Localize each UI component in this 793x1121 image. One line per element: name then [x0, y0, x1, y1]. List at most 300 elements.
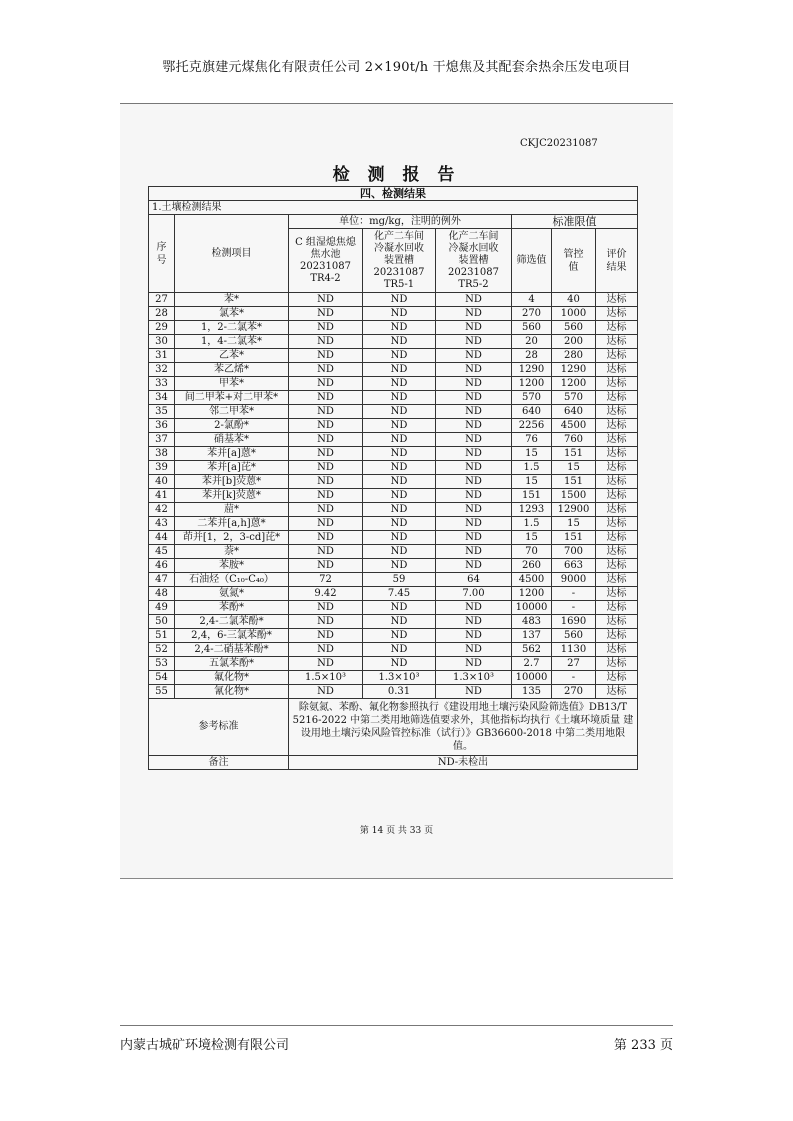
row-control: 570 — [552, 391, 596, 405]
row-sample-1: ND — [289, 475, 363, 489]
row-sample-2: 7.45 — [363, 587, 436, 601]
row-sample-3: ND — [436, 447, 512, 461]
row-control: 12900 — [552, 503, 596, 517]
table-row — [149, 377, 638, 391]
table-row — [149, 601, 638, 615]
row-control: 1290 — [552, 363, 596, 377]
row-eval: 达标 — [596, 461, 638, 475]
row-sample-1: ND — [289, 447, 363, 461]
row-eval: 达标 — [596, 615, 638, 629]
row-sample-3: ND — [436, 545, 512, 559]
row-sample-3: ND — [436, 321, 512, 335]
row-sample-1: ND — [289, 391, 363, 405]
row-sample-3: ND — [436, 335, 512, 349]
row-no: 41 — [149, 489, 175, 503]
sample-header-line: 焦水池 — [310, 248, 341, 260]
row-sample-1: ND — [289, 335, 363, 349]
row-sample-2: 59 — [363, 573, 436, 587]
sample-header-line: TR5-1 — [383, 278, 415, 290]
sample-header-line: 20231087 — [300, 260, 351, 272]
row-control: 760 — [552, 433, 596, 447]
row-sample-3: ND — [436, 517, 512, 531]
table-row — [149, 657, 638, 671]
row-screen: 560 — [512, 321, 552, 335]
row-control: 200 — [552, 335, 596, 349]
row-control: 4500 — [552, 419, 596, 433]
scan-bottom-edge — [120, 878, 673, 879]
row-screen: 260 — [512, 559, 552, 573]
table-row — [149, 433, 638, 447]
row-item: 2,4，6-三氯苯酚* — [175, 629, 289, 643]
row-item: 2,4-二硝基苯酚* — [175, 643, 289, 657]
row-no: 31 — [149, 349, 175, 363]
row-control: 280 — [552, 349, 596, 363]
row-item: 苯酚* — [175, 601, 289, 615]
table-row — [149, 321, 638, 335]
row-item: 石油烃（C₁₀-C₄₀） — [175, 573, 289, 587]
sample-header-3 — [436, 229, 512, 293]
row-sample-2: ND — [363, 489, 436, 503]
row-item: 茚并[1，2，3-cd]芘* — [175, 531, 289, 545]
row-control: 640 — [552, 405, 596, 419]
row-screen: 15 — [512, 475, 552, 489]
row-item: 二苯并[a,h]蒽* — [175, 517, 289, 531]
row-eval: 达标 — [596, 377, 638, 391]
row-screen: 70 — [512, 545, 552, 559]
row-item: 氨氮* — [175, 587, 289, 601]
row-sample-3: ND — [436, 349, 512, 363]
row-sample-2: ND — [363, 335, 436, 349]
remark-text: ND-未检出 — [289, 756, 638, 770]
row-item: 苯并[a]蒽* — [175, 447, 289, 461]
row-sample-3: ND — [436, 391, 512, 405]
row-sample-2: ND — [363, 475, 436, 489]
row-control: 270 — [552, 685, 596, 699]
row-no: 51 — [149, 629, 175, 643]
row-screen: 1.5 — [512, 461, 552, 475]
sample-header-line: 冷凝水回收 — [448, 242, 499, 254]
table-row — [149, 489, 638, 503]
row-eval: 达标 — [596, 601, 638, 615]
row-no: 52 — [149, 643, 175, 657]
row-item: 乙苯* — [175, 349, 289, 363]
row-control: 15 — [552, 461, 596, 475]
row-sample-2: ND — [363, 447, 436, 461]
row-sample-2: ND — [363, 601, 436, 615]
row-control: 40 — [552, 293, 596, 307]
row-screen: 76 — [512, 433, 552, 447]
row-sample-3: 1.3×10³ — [436, 671, 512, 685]
row-sample-2: ND — [363, 307, 436, 321]
row-control: 9000 — [552, 573, 596, 587]
row-sample-2: ND — [363, 643, 436, 657]
row-sample-2: ND — [363, 349, 436, 363]
row-eval: 达标 — [596, 433, 638, 447]
row-sample-3: ND — [436, 531, 512, 545]
col-header-item: 检测项目 — [175, 215, 289, 293]
row-no: 50 — [149, 615, 175, 629]
row-control: - — [552, 587, 596, 601]
row-eval: 达标 — [596, 517, 638, 531]
row-sample-3: 64 — [436, 573, 512, 587]
row-sample-1: ND — [289, 545, 363, 559]
row-control: 1130 — [552, 643, 596, 657]
table-row — [149, 531, 638, 545]
row-sample-3: ND — [436, 475, 512, 489]
row-screen: 570 — [512, 391, 552, 405]
row-sample-3: ND — [436, 489, 512, 503]
row-eval: 达标 — [596, 643, 638, 657]
row-eval: 达标 — [596, 685, 638, 699]
page-header: 鄂托克旗建元煤焦化有限责任公司 2×190t/h 干熄焦及其配套余热余压发电项目 — [162, 60, 631, 75]
row-no: 44 — [149, 531, 175, 545]
row-sample-2: ND — [363, 615, 436, 629]
row-no: 46 — [149, 559, 175, 573]
sample-header-line: 化产二车间 — [374, 230, 424, 242]
row-control: 151 — [552, 531, 596, 545]
table-row — [149, 671, 638, 685]
row-control: - — [552, 671, 596, 685]
row-sample-2: ND — [363, 419, 436, 433]
row-item: 1，2-二氯苯* — [175, 321, 289, 335]
reference-label: 参考标准 — [149, 699, 289, 756]
row-item: 2-氯酚* — [175, 419, 289, 433]
row-eval: 达标 — [596, 629, 638, 643]
row-sample-3: ND — [436, 363, 512, 377]
row-sample-3: ND — [436, 461, 512, 475]
row-item: 氯苯* — [175, 307, 289, 321]
row-sample-2: ND — [363, 461, 436, 475]
table-row — [149, 349, 638, 363]
row-no: 54 — [149, 671, 175, 685]
row-item: 2,4-二氯苯酚* — [175, 615, 289, 629]
row-sample-3: ND — [436, 293, 512, 307]
row-no: 37 — [149, 433, 175, 447]
row-sample-3: ND — [436, 377, 512, 391]
sample-header-2 — [363, 229, 436, 293]
row-item: 苯乙烯* — [175, 363, 289, 377]
row-screen: 10000 — [512, 671, 552, 685]
sample-header-line: 化产二车间 — [448, 230, 499, 242]
row-item: 邻二甲苯* — [175, 405, 289, 419]
row-eval: 达标 — [596, 391, 638, 405]
row-sample-3: ND — [436, 643, 512, 657]
row-eval: 达标 — [596, 349, 638, 363]
row-sample-1: ND — [289, 559, 363, 573]
sample-header-line: 20231087 — [448, 266, 499, 278]
row-screen: 15 — [512, 531, 552, 545]
table-row — [149, 615, 638, 629]
row-sample-3: ND — [436, 657, 512, 671]
report-title: 检 测 报 告 — [332, 165, 461, 185]
row-screen: 270 — [512, 307, 552, 321]
row-sample-2: ND — [363, 405, 436, 419]
table-row — [149, 391, 638, 405]
row-no: 53 — [149, 657, 175, 671]
row-no: 33 — [149, 377, 175, 391]
col-header-eval: 评价 结果 — [596, 229, 638, 293]
row-no: 32 — [149, 363, 175, 377]
row-no: 30 — [149, 335, 175, 349]
row-sample-1: ND — [289, 489, 363, 503]
row-screen: 1200 — [512, 587, 552, 601]
row-eval: 达标 — [596, 657, 638, 671]
row-eval: 达标 — [596, 405, 638, 419]
row-no: 38 — [149, 447, 175, 461]
row-control: 27 — [552, 657, 596, 671]
row-control: 1690 — [552, 615, 596, 629]
subsection-title: 1.土壤检测结果 — [149, 201, 638, 215]
row-screen: 2256 — [512, 419, 552, 433]
table-row — [149, 573, 638, 587]
row-eval: 达标 — [596, 335, 638, 349]
row-screen: 28 — [512, 349, 552, 363]
row-sample-1: ND — [289, 601, 363, 615]
row-screen: 20 — [512, 335, 552, 349]
unit-note: 单位：mg/kg，注明的例外 — [289, 215, 512, 229]
row-no: 34 — [149, 391, 175, 405]
row-sample-3: 7.00 — [436, 587, 512, 601]
sample-header-line: C 组湿熄焦熄 — [295, 236, 356, 248]
row-eval: 达标 — [596, 307, 638, 321]
row-item: 苯并[a]芘* — [175, 461, 289, 475]
row-sample-1: ND — [289, 685, 363, 699]
row-screen: 15 — [512, 447, 552, 461]
row-control: 663 — [552, 559, 596, 573]
row-no: 49 — [149, 601, 175, 615]
row-no: 36 — [149, 419, 175, 433]
sample-header-line: 冷凝水回收 — [374, 242, 424, 254]
table-row — [149, 363, 638, 377]
table-row — [149, 293, 638, 307]
table-row — [149, 335, 638, 349]
row-control: - — [552, 601, 596, 615]
col-header-no: 序 号 — [149, 215, 175, 293]
row-no: 45 — [149, 545, 175, 559]
row-control: 15 — [552, 517, 596, 531]
row-sample-1: ND — [289, 461, 363, 475]
row-sample-2: ND — [363, 321, 436, 335]
table-row — [149, 559, 638, 573]
row-sample-2: ND — [363, 377, 436, 391]
row-sample-2: ND — [363, 517, 436, 531]
row-control: 560 — [552, 629, 596, 643]
row-sample-2: 0.31 — [363, 685, 436, 699]
row-eval: 达标 — [596, 587, 638, 601]
row-sample-1: ND — [289, 363, 363, 377]
row-item: 苯并[k]荧蒽* — [175, 489, 289, 503]
row-item: 硝基苯* — [175, 433, 289, 447]
row-control: 560 — [552, 321, 596, 335]
reference-text: 除氨氮、苯酚、氟化物参照执行《建设用地土壤污染风险筛选值》DB13/T 5216-2022 中第二类用地筛选值要求外，其他指标均执行《土壤环境质量 建设用地土壤污染风险管控标准（试行）》GB36600-2018 中第二类用地限值。 — [289, 699, 638, 756]
sample-header-line: TR5-2 — [458, 278, 489, 290]
footer-page: 第 233 页 — [613, 1038, 673, 1053]
sample-header-line: 装置槽 — [384, 254, 414, 266]
row-sample-1: 1.5×10³ — [289, 671, 363, 685]
row-sample-1: ND — [289, 293, 363, 307]
row-sample-1: ND — [289, 643, 363, 657]
row-sample-3: ND — [436, 307, 512, 321]
row-sample-1: ND — [289, 615, 363, 629]
row-screen: 640 — [512, 405, 552, 419]
row-sample-2: ND — [363, 545, 436, 559]
row-item: 䓛* — [175, 503, 289, 517]
row-item: 甲苯* — [175, 377, 289, 391]
page-number: 第 14 页 共 33 页 — [359, 826, 434, 836]
row-item: 苯* — [175, 293, 289, 307]
table-row — [149, 447, 638, 461]
row-eval: 达标 — [596, 293, 638, 307]
row-sample-2: ND — [363, 503, 436, 517]
row-item: 苯并[b]荧蒽* — [175, 475, 289, 489]
row-sample-2: ND — [363, 363, 436, 377]
row-sample-1: ND — [289, 377, 363, 391]
row-control: 151 — [552, 475, 596, 489]
row-no: 47 — [149, 573, 175, 587]
row-control: 1000 — [552, 307, 596, 321]
row-item: 五氯苯酚* — [175, 657, 289, 671]
table-row — [149, 587, 638, 601]
col-header-screen: 筛选值 — [512, 229, 552, 293]
row-sample-1: ND — [289, 629, 363, 643]
row-sample-1: ND — [289, 503, 363, 517]
row-eval: 达标 — [596, 531, 638, 545]
row-item: 氰化物* — [175, 685, 289, 699]
row-sample-1: 9.42 — [289, 587, 363, 601]
row-control: 1500 — [552, 489, 596, 503]
row-sample-3: ND — [436, 629, 512, 643]
row-item: 间二甲苯+对二甲苯* — [175, 391, 289, 405]
standard-header: 标准限值 — [512, 215, 638, 229]
footer-rule — [120, 1025, 673, 1026]
row-eval: 达标 — [596, 363, 638, 377]
soil-results-table — [148, 186, 638, 770]
row-item: 苯胺* — [175, 559, 289, 573]
table-row — [149, 629, 638, 643]
table-row — [149, 685, 638, 699]
row-sample-2: 1.3×10³ — [363, 671, 436, 685]
row-sample-2: ND — [363, 657, 436, 671]
row-no: 29 — [149, 321, 175, 335]
row-sample-2: ND — [363, 293, 436, 307]
row-eval: 达标 — [596, 671, 638, 685]
row-sample-3: ND — [436, 433, 512, 447]
table-row — [149, 405, 638, 419]
row-sample-1: ND — [289, 419, 363, 433]
row-sample-1: ND — [289, 517, 363, 531]
row-sample-1: ND — [289, 657, 363, 671]
table-row — [149, 419, 638, 433]
row-sample-1: ND — [289, 321, 363, 335]
remark-label: 备注 — [149, 756, 289, 770]
row-no: 39 — [149, 461, 175, 475]
report-id: CKJC20231087 — [520, 138, 598, 149]
row-eval: 达标 — [596, 321, 638, 335]
row-control: 151 — [552, 447, 596, 461]
row-eval: 达标 — [596, 475, 638, 489]
row-screen: 1.5 — [512, 517, 552, 531]
table-row — [149, 517, 638, 531]
row-sample-3: ND — [436, 419, 512, 433]
row-control: 1200 — [552, 377, 596, 391]
sample-header-1 — [289, 229, 363, 293]
row-sample-1: ND — [289, 349, 363, 363]
row-item: 氟化物* — [175, 671, 289, 685]
row-no: 43 — [149, 517, 175, 531]
row-eval: 达标 — [596, 573, 638, 587]
row-sample-2: ND — [363, 629, 436, 643]
table-row — [149, 475, 638, 489]
row-sample-1: ND — [289, 531, 363, 545]
row-screen: 562 — [512, 643, 552, 657]
row-eval: 达标 — [596, 545, 638, 559]
row-screen: 1290 — [512, 363, 552, 377]
table-row — [149, 545, 638, 559]
row-no: 40 — [149, 475, 175, 489]
row-screen: 2.7 — [512, 657, 552, 671]
row-item: 1，4-二氯苯* — [175, 335, 289, 349]
row-sample-2: ND — [363, 391, 436, 405]
row-no: 55 — [149, 685, 175, 699]
row-screen: 4500 — [512, 573, 552, 587]
row-no: 28 — [149, 307, 175, 321]
sample-header-line: 20231087 — [373, 266, 425, 278]
row-eval: 达标 — [596, 559, 638, 573]
row-item: 萘* — [175, 545, 289, 559]
row-screen: 1293 — [512, 503, 552, 517]
row-screen: 1200 — [512, 377, 552, 391]
footer-company: 内蒙古城矿环境检测有限公司 — [120, 1038, 290, 1053]
sample-header-line: 装置槽 — [458, 254, 489, 266]
table-row — [149, 307, 638, 321]
row-sample-2: ND — [363, 559, 436, 573]
row-sample-1: ND — [289, 307, 363, 321]
row-sample-3: ND — [436, 405, 512, 419]
section-title: 四、检测结果 — [149, 187, 638, 201]
row-sample-3: ND — [436, 685, 512, 699]
table-row — [149, 503, 638, 517]
row-screen: 151 — [512, 489, 552, 503]
col-header-control: 管控 值 — [552, 229, 596, 293]
row-eval: 达标 — [596, 489, 638, 503]
row-sample-2: ND — [363, 433, 436, 447]
row-screen: 10000 — [512, 601, 552, 615]
row-control: 700 — [552, 545, 596, 559]
row-no: 48 — [149, 587, 175, 601]
row-sample-2: ND — [363, 531, 436, 545]
row-no: 42 — [149, 503, 175, 517]
row-screen: 135 — [512, 685, 552, 699]
row-eval: 达标 — [596, 503, 638, 517]
table-row — [149, 643, 638, 657]
row-sample-3: ND — [436, 559, 512, 573]
row-screen: 4 — [512, 293, 552, 307]
row-no: 27 — [149, 293, 175, 307]
row-sample-3: ND — [436, 601, 512, 615]
table-row — [149, 461, 638, 475]
row-sample-1: ND — [289, 405, 363, 419]
row-eval: 达标 — [596, 419, 638, 433]
row-sample-1: 72 — [289, 573, 363, 587]
row-screen: 483 — [512, 615, 552, 629]
row-eval: 达标 — [596, 447, 638, 461]
row-sample-3: ND — [436, 615, 512, 629]
row-sample-1: ND — [289, 433, 363, 447]
sample-header-line: TR4-2 — [310, 272, 341, 284]
row-no: 35 — [149, 405, 175, 419]
row-sample-3: ND — [436, 503, 512, 517]
row-screen: 137 — [512, 629, 552, 643]
